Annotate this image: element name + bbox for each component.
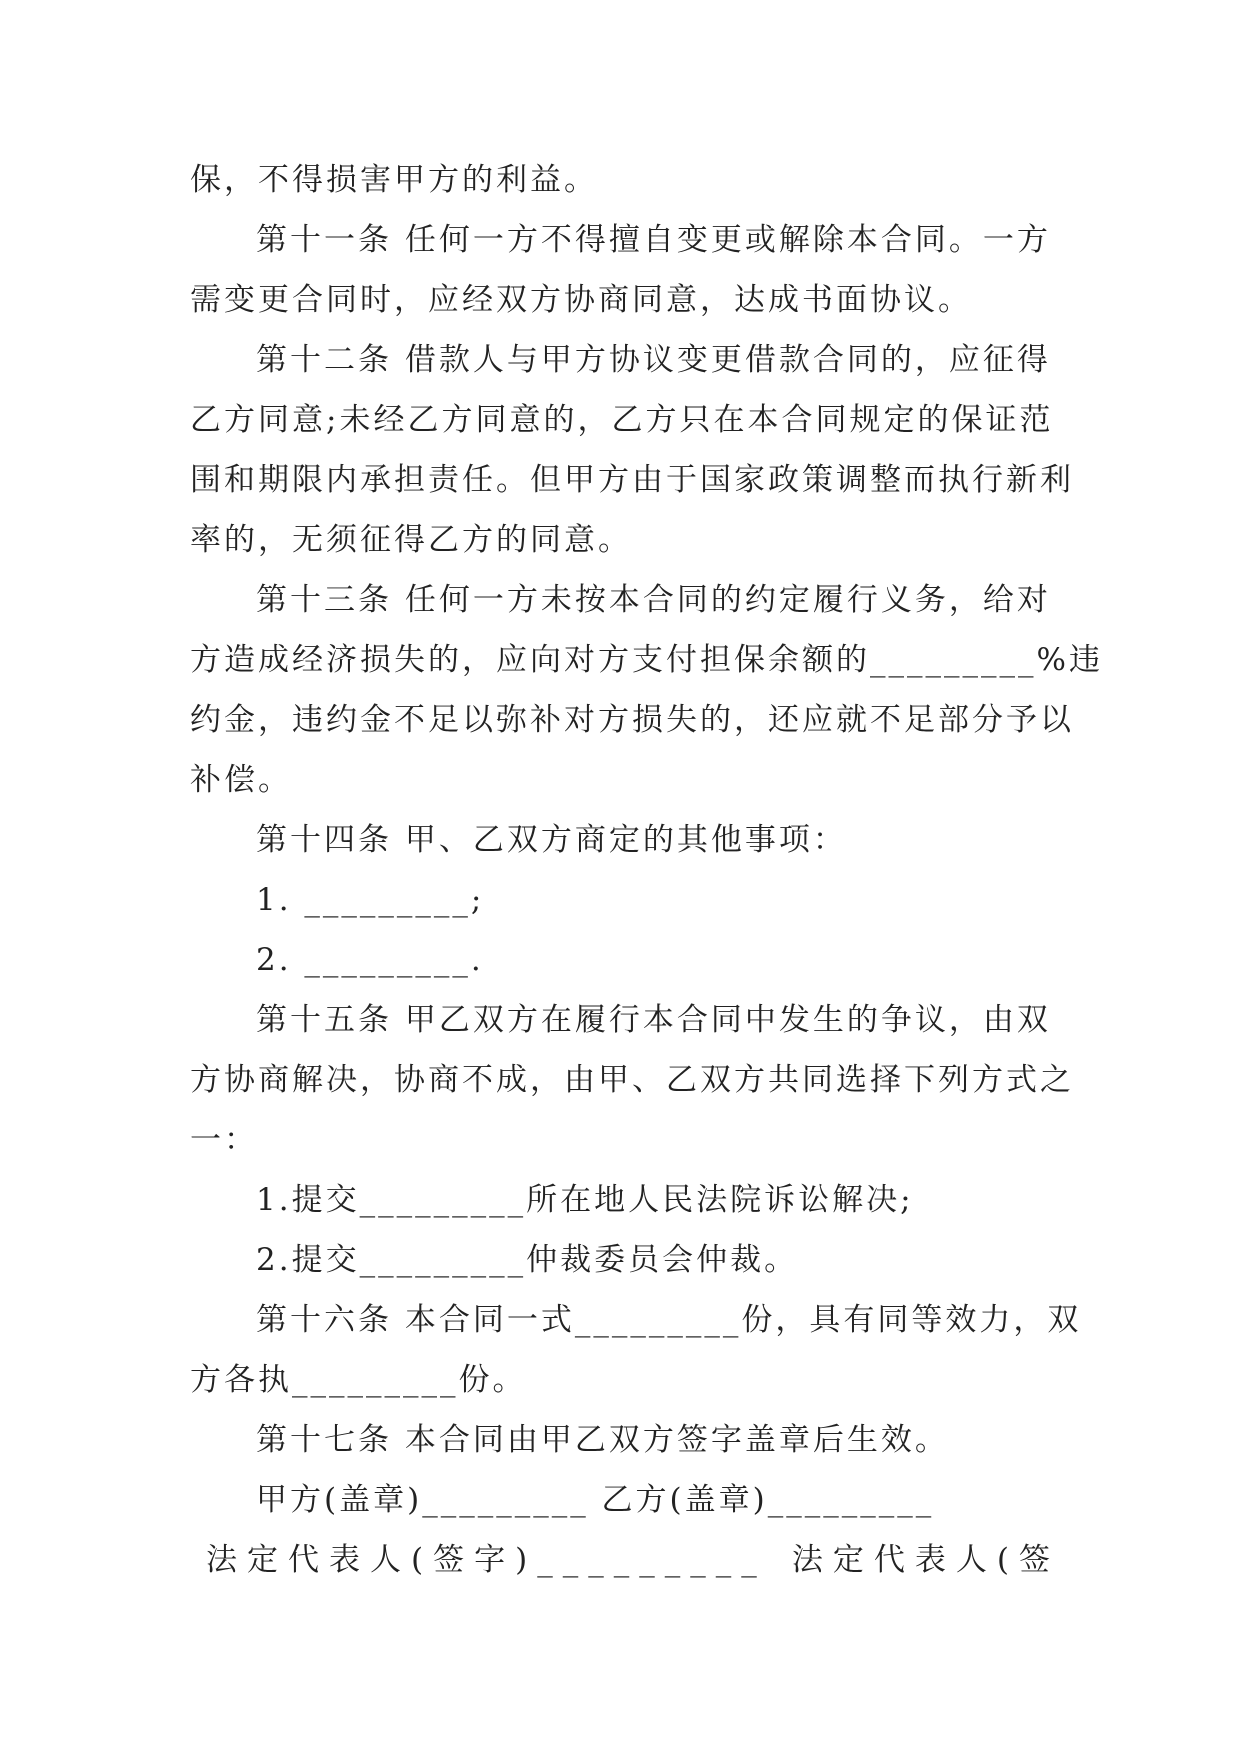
text-line-22: 第十七条 本合同由甲乙双方签字盖章后生效。 bbox=[256, 1422, 949, 1458]
text-line-3: 需变更合同时，应经双方协商同意，达成书面协议。 bbox=[190, 282, 972, 318]
legal-rep-left: 法定代表人(签字)_________ bbox=[206, 1542, 767, 1578]
text-line-4: 第十二条 借款人与甲方协议变更借款合同的，应征得 bbox=[256, 342, 1051, 378]
text-line-11: 补偿。 bbox=[190, 762, 292, 798]
document-page bbox=[190, 150, 1103, 1590]
text-line-10: 约金，违约金不足以弥补对方损失的，还应就不足部分予以 bbox=[190, 702, 1074, 738]
text-line-19: 2.提交_________仲裁委员会仲裁。 bbox=[256, 1242, 799, 1278]
text-line-9: 方造成经济损失的，应向对方支付担保余额的_________%违 bbox=[190, 642, 1103, 678]
text-line-17: 一： bbox=[190, 1122, 258, 1158]
text-line-20: 第十六条 本合同一式_________份，具有同等效力，双 bbox=[256, 1302, 1082, 1338]
text-line-15: 第十五条 甲乙双方在履行本合同中发生的争议，由双 bbox=[256, 1002, 1051, 1038]
text-line-5: 乙方同意;未经乙方同意的，乙方只在本合同规定的保证范 bbox=[190, 402, 1054, 438]
text-line-23: 甲方(盖章)_________ 乙方(盖章)_________ bbox=[256, 1482, 935, 1518]
legal-rep-right: 法定代表人(签 bbox=[791, 1542, 1060, 1578]
text-line-8: 第十三条 任何一方未按本合同的约定履行义务，给对 bbox=[256, 582, 1051, 618]
text-line-16: 方协商解决，协商不成，由甲、乙双方共同选择下列方式之 bbox=[190, 1062, 1074, 1098]
signature-line bbox=[190, 1530, 1060, 1590]
text-line-13: 1. _________; bbox=[256, 882, 485, 918]
text-line-18: 1.提交_________所在地人民法院诉讼解决; bbox=[256, 1182, 914, 1218]
text-line-6: 围和期限内承担责任。但甲方由于国家政策调整而执行新利 bbox=[190, 462, 1074, 498]
text-line-1: 保，不得损害甲方的利益。 bbox=[190, 162, 598, 198]
text-line-14: 2. _________. bbox=[256, 942, 484, 978]
text-line-21: 方各执_________份。 bbox=[190, 1362, 527, 1398]
text-line-12: 第十四条 甲、乙双方商定的其他事项： bbox=[256, 822, 847, 858]
text-line-7: 率的，无须征得乙方的同意。 bbox=[190, 522, 632, 558]
text-line-2: 第十一条 任何一方不得擅自变更或解除本合同。一方 bbox=[256, 222, 1051, 258]
